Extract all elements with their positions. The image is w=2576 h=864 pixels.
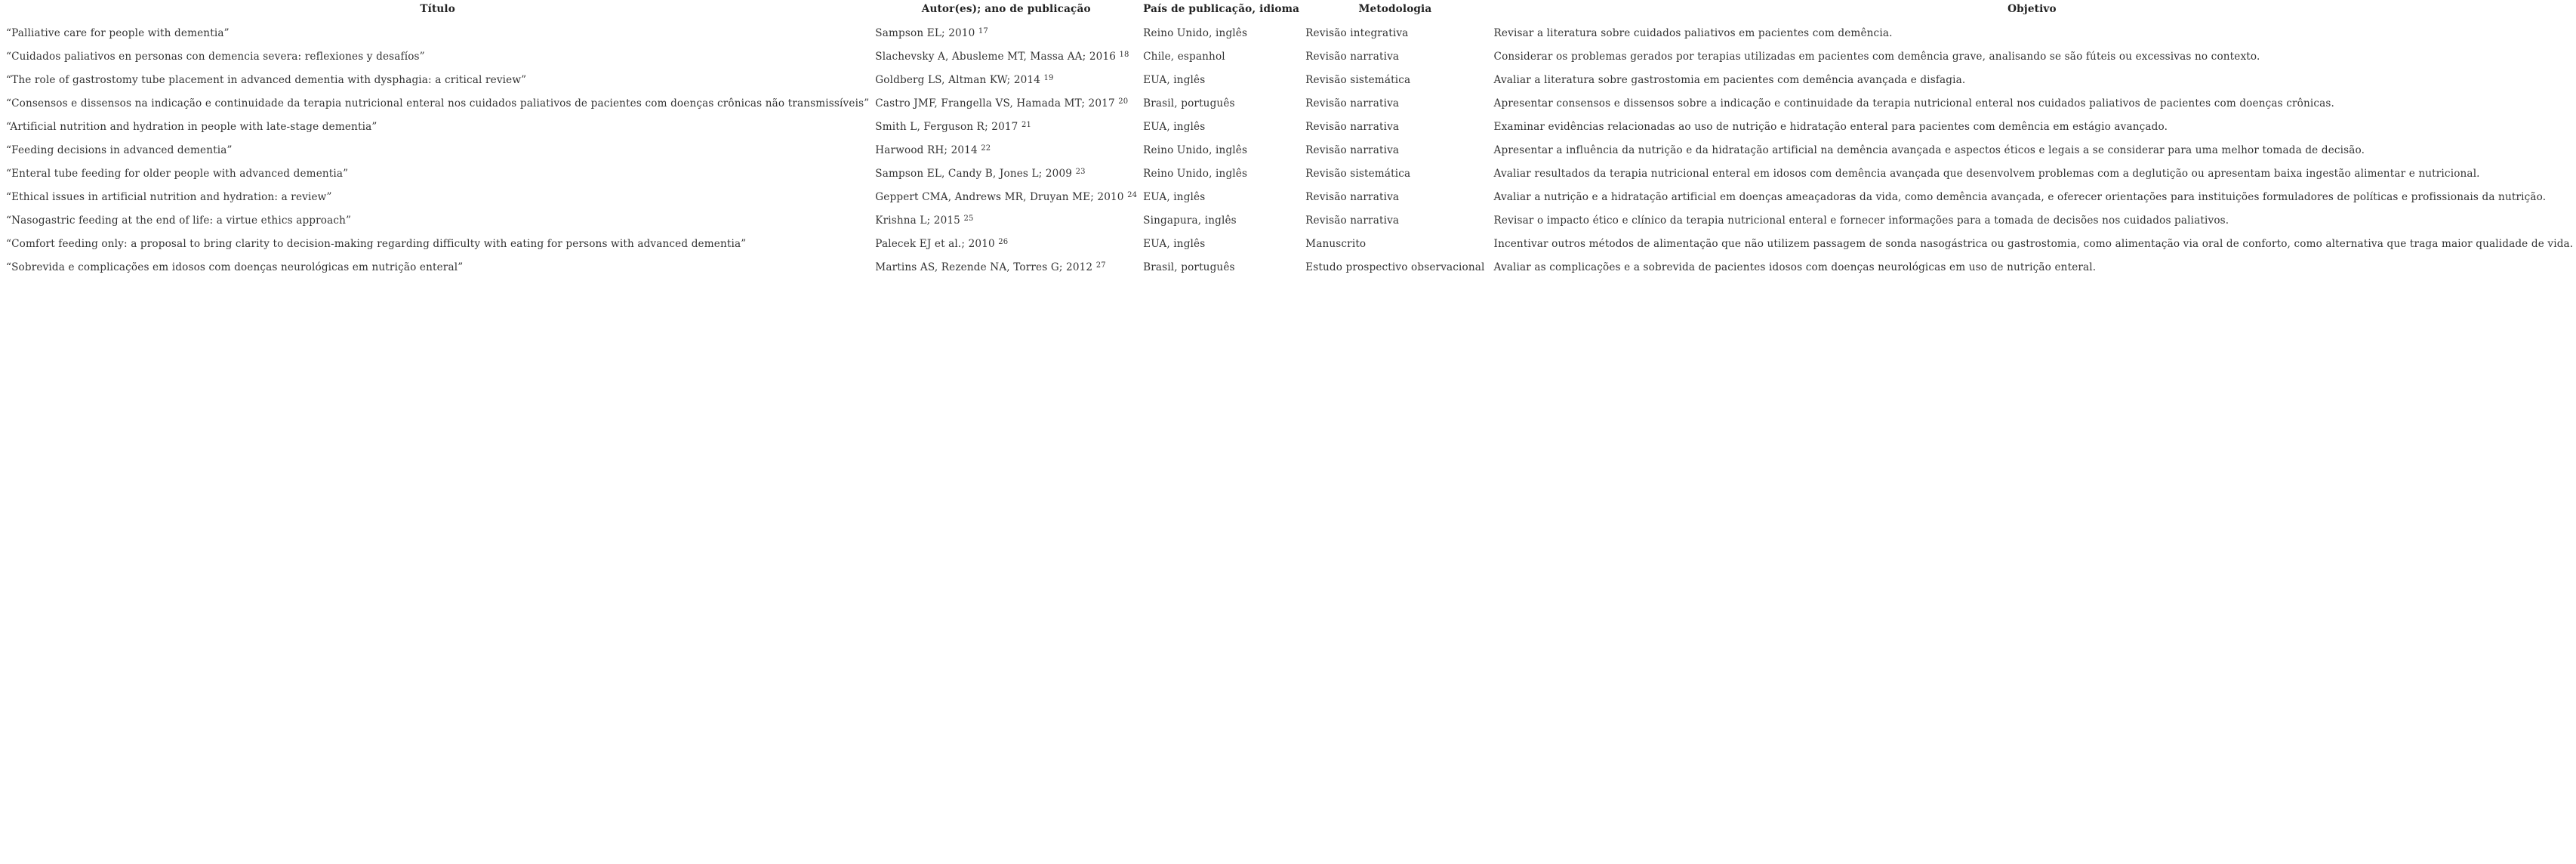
- table-row: [3, 208, 2576, 232]
- author-text: Sampson EL; 2010: [875, 26, 975, 39]
- reference-number: 20: [1118, 97, 1129, 106]
- cell-objetivo: Avaliar a nutrição e a hidratação artificial em doenças ameaçadoras da vida, como demência avançada, e oferecer orientações para instituições formuladores de políticas e profissionais da nutrição.: [1493, 190, 2547, 203]
- header-row: [3, 3, 2576, 21]
- cell-autores: [872, 68, 1140, 91]
- cell-pais: EUA, inglês: [1143, 73, 1206, 86]
- cell-titulo: “Sobrevida e complicações em idosos com doenças neurológicas em nutrição enteral”: [6, 261, 464, 273]
- cell-objetivo: Apresentar a influência da nutrição e da hidratação artificial na demência avançada e aspectos éticos e legais a se considerar para uma melhor tomada de decisão.: [1493, 143, 2365, 156]
- reference-number: 18: [1119, 50, 1129, 59]
- reference-number: 21: [1021, 120, 1031, 129]
- cell-objetivo: Revisar o impacto ético e clínico da terapia nutricional enteral e fornecer informações para a tomada de decisões nos cuidados paliativos.: [1493, 214, 2229, 227]
- author-text: Smith L, Ferguson R; 2017: [875, 120, 1018, 133]
- cell-metodologia: Revisão integrativa: [1305, 26, 1409, 39]
- cell-autores: [872, 115, 1140, 138]
- cell-metodologia: Revisão narrativa: [1305, 50, 1400, 63]
- cell-autores: [872, 232, 1140, 255]
- cell-titulo: “Cuidados paliativos en personas con demencia severa: reflexiones y desafíos”: [6, 50, 425, 63]
- author-text: Goldberg LS, Altman KW; 2014: [875, 73, 1041, 86]
- author-text: Geppert CMA, Andrews MR, Druyan ME; 2010: [875, 190, 1124, 203]
- header-autores: Autor(es); ano de publicação: [921, 3, 1091, 15]
- cell-autores: [872, 255, 1140, 279]
- cell-objetivo: Considerar os problemas gerados por terapias utilizadas em pacientes com demência grave, analisando se são fúteis ou excessivas no contexto.: [1493, 50, 2260, 63]
- header-metodologia: Metodologia: [1358, 3, 1432, 15]
- references-table: [3, 3, 2576, 279]
- reference-number: 22: [981, 143, 991, 153]
- cell-titulo: “Artificial nutrition and hydration in people with late-stage dementia”: [6, 120, 377, 133]
- table-row: [3, 138, 2576, 162]
- cell-objetivo: Examinar evidências relacionadas ao uso de nutrição e hidratação enteral para pacientes com demência em estágio avançado.: [1493, 120, 2168, 133]
- cell-metodologia: Revisão narrativa: [1305, 214, 1400, 227]
- author-text: Martins AS, Rezende NA, Torres G; 2012: [875, 261, 1093, 273]
- cell-autores: [872, 185, 1140, 208]
- cell-metodologia: Revisão narrativa: [1305, 120, 1400, 133]
- reference-number: 17: [978, 26, 988, 35]
- cell-pais: EUA, inglês: [1143, 237, 1206, 250]
- cell-pais: EUA, inglês: [1143, 120, 1206, 133]
- table-body: [3, 21, 2576, 279]
- cell-pais: Singapura, inglês: [1143, 214, 1237, 227]
- cell-pais: Brasil, português: [1143, 261, 1235, 273]
- cell-titulo: “Enteral tube feeding for older people with advanced dementia”: [6, 167, 349, 180]
- cell-titulo: “Consensos e dissensos na indicação e continuidade da terapia nutricional enteral nos cuidados paliativos de pacientes com doenças crônicas não transmissíveis”: [6, 97, 870, 110]
- reference-number: 25: [963, 214, 974, 223]
- author-text: Slachevsky A, Abusleme MT, Massa AA; 2016: [875, 50, 1117, 63]
- cell-titulo: “Nasogastric feeding at the end of life: a virtue ethics approach”: [6, 214, 352, 227]
- cell-objetivo: Avaliar resultados da terapia nutricional enteral em idosos com demência avançada que desenvolvem problemas com a deglutição ou apresentam baixa ingestão alimentar e nutricional.: [1493, 167, 2480, 180]
- cell-objetivo: Avaliar a literatura sobre gastrostomia em pacientes com demência avançada e disfagia.: [1493, 73, 1966, 86]
- author-text: Harwood RH; 2014: [875, 143, 978, 156]
- cell-metodologia: Revisão narrativa: [1305, 97, 1400, 110]
- table-row: [3, 45, 2576, 68]
- cell-metodologia: Revisão narrativa: [1305, 190, 1400, 203]
- table-row: [3, 115, 2576, 138]
- cell-pais: Reino Unido, inglês: [1143, 26, 1248, 39]
- cell-titulo: “Ethical issues in artificial nutrition and hydration: a review”: [6, 190, 332, 203]
- cell-pais: EUA, inglês: [1143, 190, 1206, 203]
- table-row: [3, 91, 2576, 115]
- table-row: [3, 255, 2576, 279]
- cell-metodologia: Estudo prospectivo observacional: [1305, 261, 1485, 273]
- table-row: [3, 162, 2576, 185]
- cell-objetivo: Incentivar outros métodos de alimentação que não utilizem passagem de sonda nasogástrica ou gastrostomia, como alimentação via oral de conforto, como alternativa que traga maior qualidade de vida.: [1493, 237, 2574, 250]
- cell-metodologia: Revisão narrativa: [1305, 143, 1400, 156]
- table-row: [3, 68, 2576, 91]
- cell-autores: [872, 208, 1140, 232]
- author-text: Krishna L; 2015: [875, 214, 960, 227]
- reference-number: 24: [1127, 190, 1138, 199]
- table-row: [3, 232, 2576, 255]
- cell-metodologia: Revisão sistemática: [1305, 167, 1411, 180]
- author-text: Sampson EL, Candy B, Jones L; 2009: [875, 167, 1073, 180]
- cell-pais: Reino Unido, inglês: [1143, 167, 1248, 180]
- table-header: [3, 3, 2576, 21]
- cell-titulo: “The role of gastrostomy tube placement in advanced dementia with dysphagia: a critical review”: [6, 73, 527, 86]
- reference-number: 19: [1043, 73, 1054, 82]
- cell-pais: Chile, espanhol: [1143, 50, 1225, 63]
- cell-metodologia: Revisão sistemática: [1305, 73, 1411, 86]
- cell-autores: [872, 138, 1140, 162]
- author-text: Castro JMF, Frangella VS, Hamada MT; 2017: [875, 97, 1115, 110]
- cell-autores: [872, 162, 1140, 185]
- cell-titulo: “Feeding decisions in advanced dementia”: [6, 143, 233, 156]
- cell-titulo: “Palliative care for people with dementia”: [6, 26, 230, 39]
- cell-autores: [872, 21, 1140, 45]
- header-pais: País de publicação, idioma: [1143, 3, 1300, 15]
- cell-metodologia: Manuscrito: [1305, 237, 1367, 250]
- cell-pais: Brasil, português: [1143, 97, 1235, 110]
- table-row: [3, 21, 2576, 45]
- reference-number: 27: [1095, 261, 1106, 270]
- cell-autores: [872, 45, 1140, 68]
- cell-objetivo: Avaliar as complicações e a sobrevida de pacientes idosos com doenças neurológicas em uso de nutrição enteral.: [1493, 261, 2097, 273]
- table-row: [3, 185, 2576, 208]
- reference-number: 26: [998, 237, 1009, 246]
- cell-titulo: “Comfort feeding only: a proposal to bring clarity to decision-making regarding difficulty with eating for persons with advanced dementia”: [6, 237, 747, 250]
- header-titulo: Título: [420, 3, 455, 15]
- cell-autores: [872, 91, 1140, 115]
- cell-objetivo: Revisar a literatura sobre cuidados paliativos em pacientes com demência.: [1493, 26, 1893, 39]
- author-text: Palecek EJ et al.; 2010: [875, 237, 995, 250]
- cell-objetivo: Apresentar consensos e dissensos sobre a indicação e continuidade da terapia nutricional enteral nos cuidados paliativos de pacientes com doenças crônicas.: [1493, 97, 2334, 110]
- cell-pais: Reino Unido, inglês: [1143, 143, 1248, 156]
- reference-number: 23: [1075, 167, 1086, 176]
- header-objetivo: Objetivo: [2007, 3, 2057, 15]
